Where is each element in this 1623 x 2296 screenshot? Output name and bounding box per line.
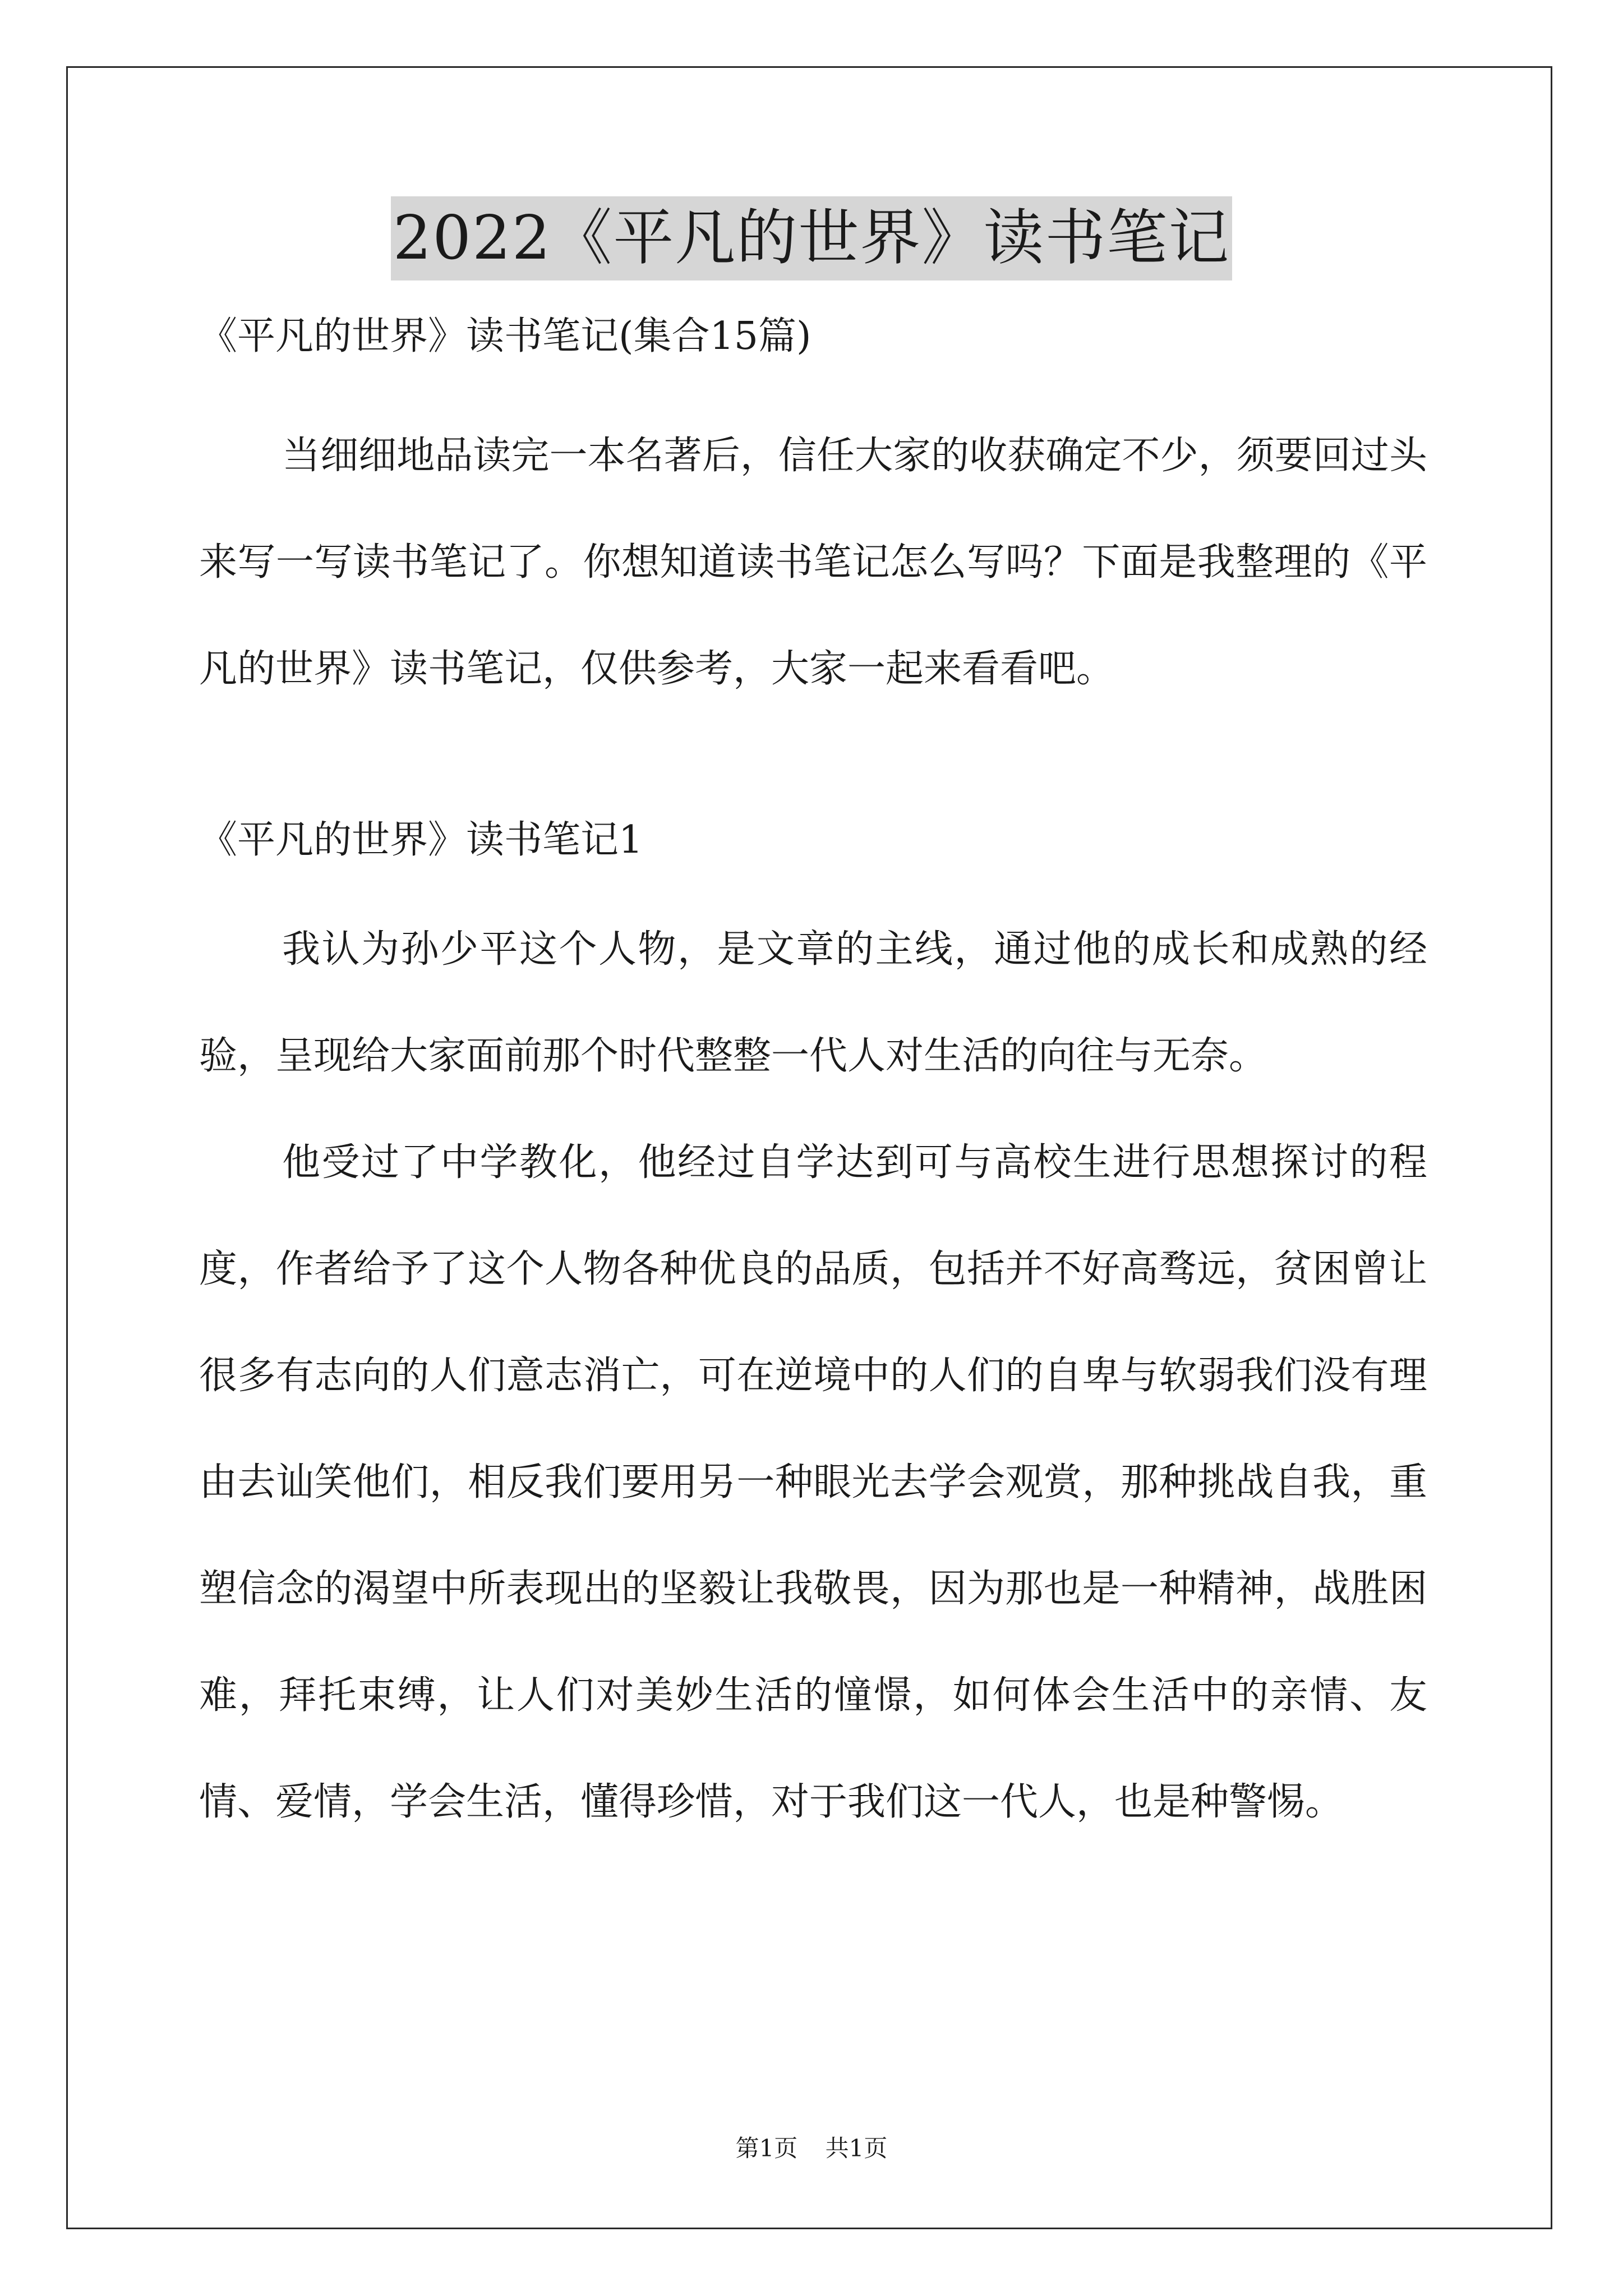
body-paragraph-1: 我认为孙少平这个人物，是文章的主线，通过他的成长和成熟的经验，呈现给大家面前那个时代整整一代人对生活的向往与无奈。 (199, 927, 1427, 1078)
document-body (199, 303, 1427, 1856)
page-total: 共1页 (825, 2134, 888, 2162)
page-footer (0, 2132, 1623, 2165)
document-title: 2022《平凡的世界》读书笔记 (391, 196, 1233, 280)
page-number: 第1页 (735, 2134, 798, 2162)
intro-paragraph: 当细细地品读完一本名著后，信任大家的收获确定不少，须要回过头来写一写读书笔记了。你想知道读书笔记怎么写吗？下面是我整理的《平凡的世界》读书笔记，仅供参考，大家一起来看看吧。 (199, 434, 1427, 691)
document-subtitle: 《平凡的世界》读书笔记(集合15篇) (199, 314, 811, 358)
title-container (0, 196, 1623, 280)
body-paragraph-2: 他受过了中学教化，他经过自学达到可与高校生进行思想探讨的程度，作者给予了这个人物各种优良的品质，包括并不好高骛远，贫困曾让很多有志向的人们意志消亡，可在逆境中的人们的自卑与软弱我们没有理由去讪笑他们，相反我们要用另一种眼光去学会观赏，那种挑战自我，重塑信念的渴望中所表现出的坚毅让我敬畏，因为那也是一种精神，战胜困难，拜托束缚，让人们对美妙生活的憧憬，如何体会生活中的亲情、友情、爱情，学会生活，懂得珍惜，对于我们这一代人，也是种警惕。 (199, 1140, 1427, 1824)
section-heading: 《平凡的世界》读书笔记1 (199, 818, 643, 862)
